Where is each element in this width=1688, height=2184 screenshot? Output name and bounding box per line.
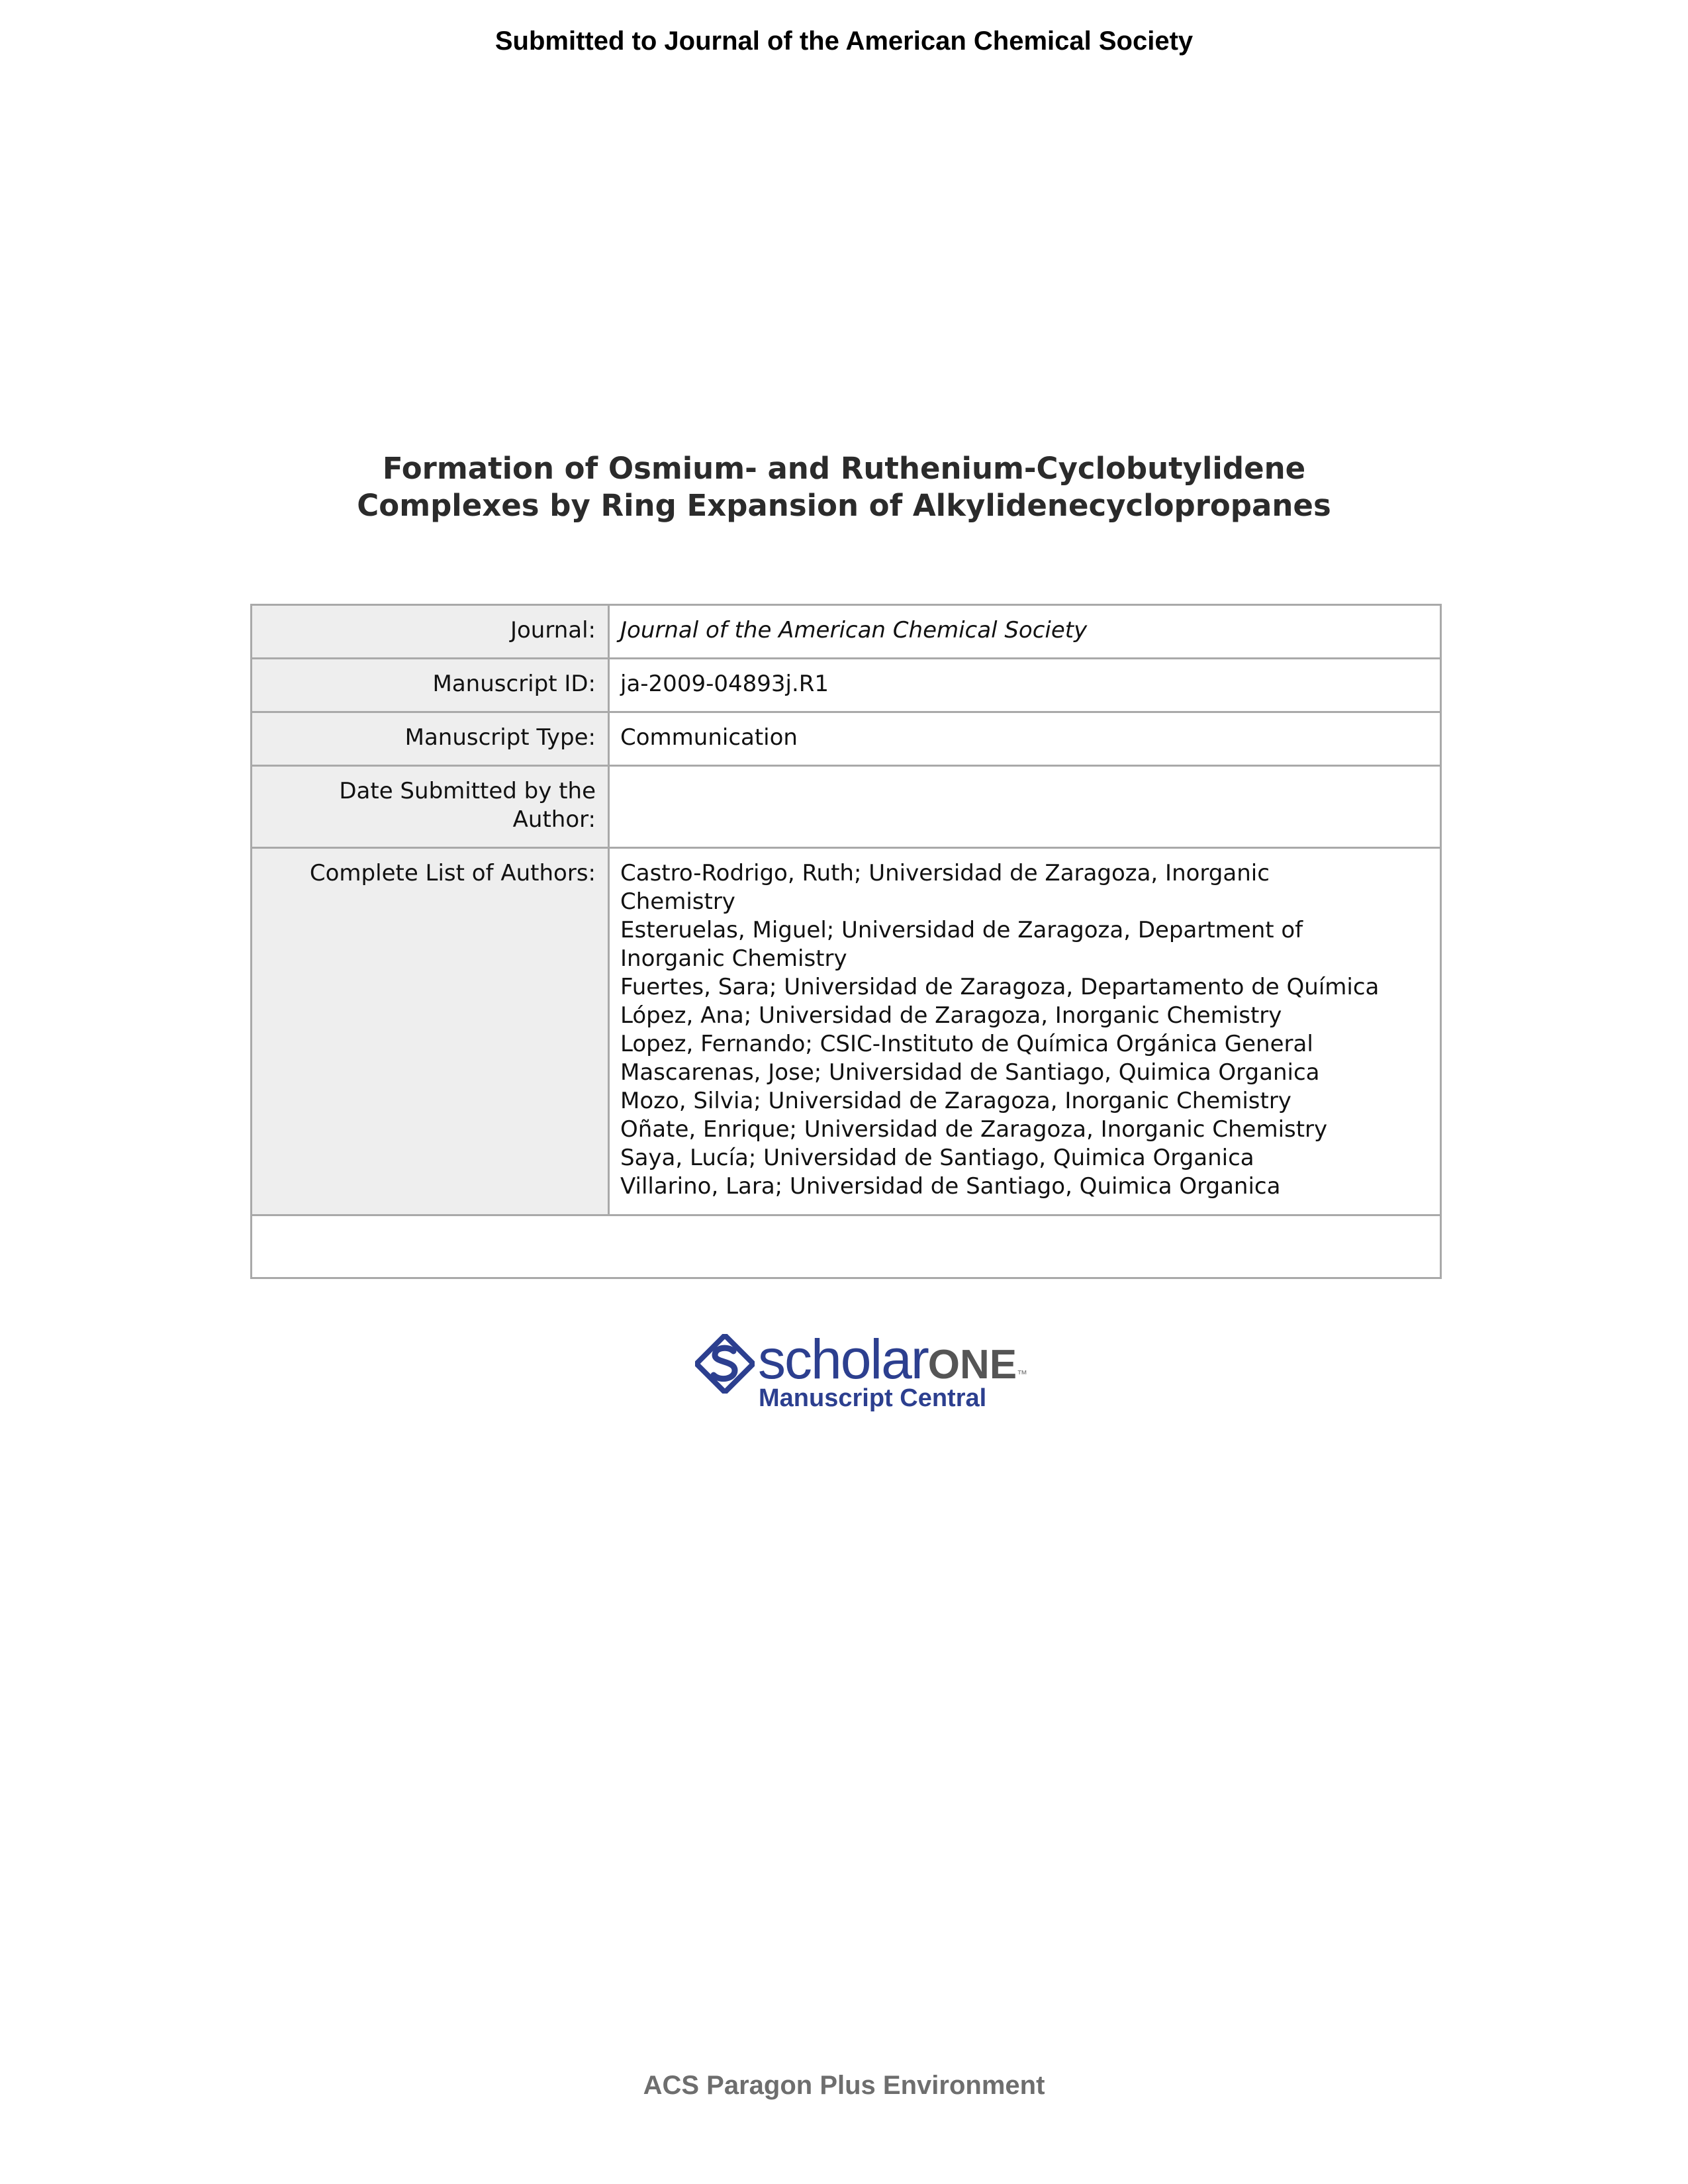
paper-title-line-1: Formation of Osmium- and Ruthenium-Cyclobutylidene [382,451,1306,486]
date-submitted-label-line-1: Date Submitted by the [339,778,596,804]
date-submitted-label [252,767,610,847]
author-line: Villarino, Lara; Universidad de Santiago, Quimica Organica [620,1173,1281,1200]
scholarone-diamond-icon [695,1334,755,1394]
author-line: Castro-Rodrigo, Ruth; Universidad de Zaragoza, Inorganic [620,860,1270,886]
manuscript-type-label: Manuscript Type: [252,713,610,765]
author-line: Mozo, Silvia; Universidad de Zaragoza, Inorganic Chemistry [620,1088,1291,1114]
manuscript-info-table [250,604,1442,1279]
logo-trademark: ™ [1017,1369,1028,1380]
authors-row [252,849,1440,1216]
author-line: Oñate, Enrique; Universidad de Zaragoza, Inorganic Chemistry [620,1116,1328,1143]
manuscript-id-label: Manuscript ID: [252,659,610,711]
author-line: Inorganic Chemistry [620,945,847,972]
author-line: Fuertes, Sara; Universidad de Zaragoza, Departamento de Química [620,974,1380,1000]
journal-value: Journal of the American Chemical Society [620,617,1088,643]
manuscript-type-value: Communication [620,724,798,751]
paper-title-line-2: Complexes by Ring Expansion of Alkylidenecyclopropanes [357,488,1331,523]
manuscript-id-value: ja-2009-04893j.R1 [620,671,829,697]
date-submitted-value [610,767,1440,847]
author-line: Esteruelas, Miguel; Universidad de Zaragoza, Department of [620,917,1303,943]
authors-label: Complete List of Authors: [252,849,610,1214]
empty-row [252,1216,1440,1277]
paper-title [0,450,1688,524]
author-line: Saya, Lucía; Universidad de Santiago, Quimica Organica [620,1145,1254,1171]
journal-row [252,606,1440,659]
author-line: López, Ana; Universidad de Zaragoza, Inorganic Chemistry [620,1002,1282,1029]
date-submitted-row [252,767,1440,849]
empty-cell [252,1216,1440,1277]
page-footer: ACS Paragon Plus Environment [643,2071,1045,2100]
logo-subtitle: Manuscript Central [759,1384,987,1412]
authors-list [610,849,1440,1214]
date-submitted-label-line-2: Author: [512,806,596,833]
submission-header: Submitted to Journal of the American Chemical Society [494,26,1194,56]
author-line: Lopez, Fernando; CSIC-Instituto de Química Orgánica General [620,1031,1313,1057]
journal-label: Journal: [252,606,610,657]
manuscript-type-row [252,713,1440,767]
manuscript-id-row [252,659,1440,713]
logo-word-scholar: scholar [758,1328,928,1390]
author-line: Chemistry [620,888,735,915]
scholarone-logo [688,1327,1028,1420]
logo-word-one: ONE [927,1342,1017,1388]
author-line: Mascarenas, Jose; Universidad de Santiago, Quimica Organica [620,1059,1320,1086]
